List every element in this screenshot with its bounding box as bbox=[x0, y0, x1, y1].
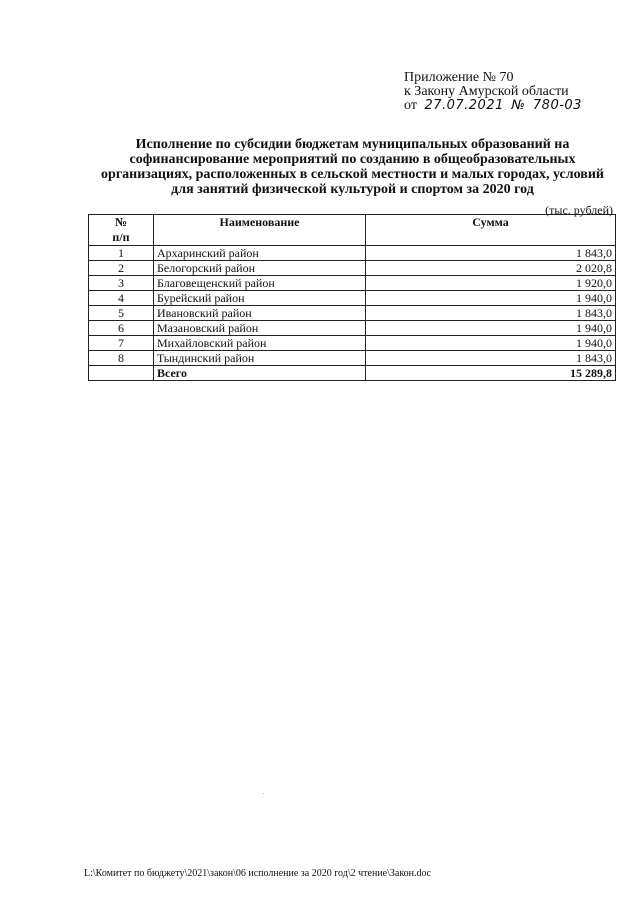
table-row bbox=[89, 276, 616, 291]
row-name: Мазановский район bbox=[154, 321, 366, 336]
total-sum: 15 289,8 bbox=[366, 366, 616, 381]
row-name: Ивановский район bbox=[154, 306, 366, 321]
row-name: Благовещенский район bbox=[154, 276, 366, 291]
total-number-cell bbox=[89, 366, 154, 381]
row-sum: 1 940,0 bbox=[366, 291, 616, 306]
total-row bbox=[89, 366, 616, 381]
table-row bbox=[89, 246, 616, 261]
row-name: Архаринский район bbox=[154, 246, 366, 261]
scan-speck bbox=[263, 793, 264, 794]
total-label: Всего bbox=[154, 366, 366, 381]
row-number: 7 bbox=[89, 336, 154, 351]
table-row bbox=[89, 261, 616, 276]
row-number: 5 bbox=[89, 306, 154, 321]
row-sum: 1 843,0 bbox=[366, 246, 616, 261]
row-name: Белогорский район bbox=[154, 261, 366, 276]
row-sum: 1 920,0 bbox=[366, 276, 616, 291]
row-sum: 1 843,0 bbox=[366, 351, 616, 366]
table-row bbox=[89, 351, 616, 366]
row-number: 1 bbox=[89, 246, 154, 261]
table-row bbox=[89, 321, 616, 336]
appendix-header bbox=[404, 71, 582, 113]
appendix-date-line bbox=[404, 99, 582, 113]
row-name: Михайловский район bbox=[154, 336, 366, 351]
appendix-number: Приложение № 70 bbox=[404, 70, 514, 85]
row-name: Бурейский район bbox=[154, 291, 366, 306]
row-number: 4 bbox=[89, 291, 154, 306]
unit-label: (тыс. рублей) bbox=[545, 203, 613, 217]
number-prefix: № bbox=[511, 98, 526, 113]
row-number: 6 bbox=[89, 321, 154, 336]
appendix-law-reference: к Закону Амурской области bbox=[404, 84, 569, 99]
row-number: 8 bbox=[89, 351, 154, 366]
row-name: Тындинский район bbox=[154, 351, 366, 366]
row-sum: 2 020,8 bbox=[366, 261, 616, 276]
row-sum: 1 940,0 bbox=[366, 321, 616, 336]
document-title: Исполнение по субсидии бюджетам муниципальных образований на софинансирование мероприятий по созданию в общеобразовательных организациях, расположенных в сельской местности и малых городах, условий для занятий физической культурой и спортом за 2020 год bbox=[101, 137, 604, 197]
file-path-footer: L:\Комитет по бюджету\2021\закон\06 исполнение за 2020 год\2 чтение\Закон.doc bbox=[84, 868, 431, 879]
table-row bbox=[89, 336, 616, 351]
header-name: Наименование bbox=[154, 215, 366, 246]
header-number: № bbox=[89, 215, 154, 231]
table-row bbox=[89, 291, 616, 306]
subsidy-table bbox=[88, 214, 616, 381]
row-number: 2 bbox=[89, 261, 154, 276]
row-sum: 1 843,0 bbox=[366, 306, 616, 321]
handwritten-date: 27.07.2021 bbox=[424, 98, 504, 113]
handwritten-number: 780-03 bbox=[532, 98, 582, 113]
header-number-line2: п/п bbox=[89, 230, 154, 246]
header-sum: Сумма bbox=[366, 215, 616, 246]
row-sum: 1 940,0 bbox=[366, 336, 616, 351]
row-number: 3 bbox=[89, 276, 154, 291]
table-row bbox=[89, 306, 616, 321]
date-prefix: от bbox=[404, 98, 417, 113]
